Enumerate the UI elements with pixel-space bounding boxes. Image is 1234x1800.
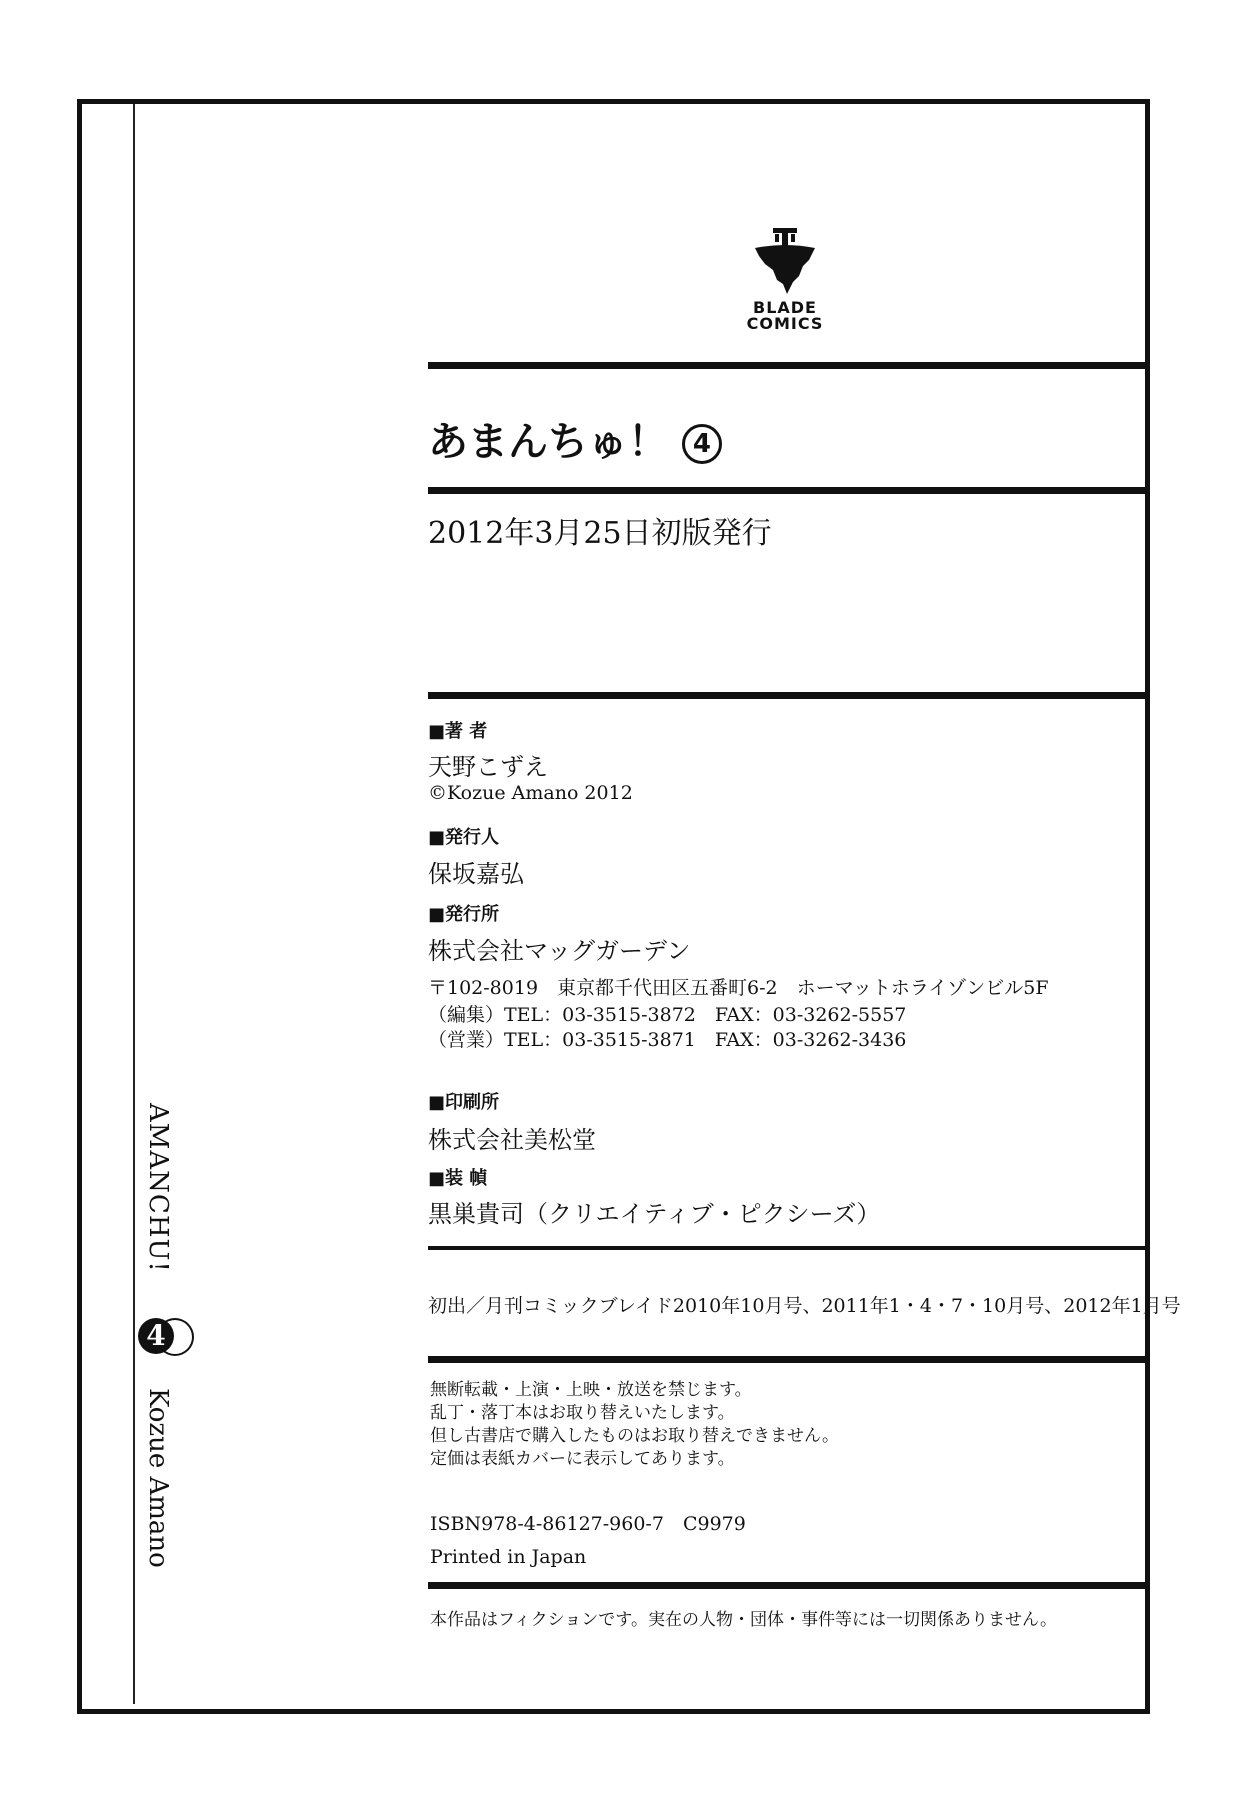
printed-in: Printed in Japan [430,1546,587,1568]
blade-comics-logo [745,226,825,332]
design-name: 黒巣貴司（クリエイティブ・ピクシーズ） [428,1200,881,1228]
divider [428,487,1146,494]
publisher-person-label: ■発行人 [428,827,500,848]
copyright: ©Kozue Amano 2012 [428,782,633,804]
spine-divider [133,104,135,1704]
spine-volume: 4 [138,1318,174,1354]
isbn: ISBN978-4-86127-960-7 C9979 [430,1513,746,1535]
notices [430,1379,839,1471]
publisher-name: 株式会社マッグガーデン [428,937,691,965]
divider [428,1356,1146,1363]
fiction-notice: 本作品はフィクションです。実在の人物・団体・事件等には一切関係ありません。 [430,1610,1057,1630]
title-text: あまんちゅ！ [428,419,668,465]
spine-title: AMANCHU! [143,1103,173,1273]
first-appearance: 初出／月刊コミックブレイド2010年10月号、2011年1・4・7・10月号、2012年1月号 [428,1295,1181,1317]
spine-author: Kozue Amano [143,1388,173,1568]
page-border [77,99,1150,1714]
logo-text-1: BLADE [753,298,817,317]
volume-number: 4 [682,424,722,464]
logo-text-2: COMICS [746,314,824,333]
author-label: ■著 者 [428,721,488,742]
divider [428,1582,1146,1589]
design-label: ■装 幀 [428,1168,488,1189]
printer-label: ■印刷所 [428,1092,500,1113]
divider [428,362,1146,369]
editorial-contact: （編集）TEL：03-3515-3872 FAX：03-3262-5557 [428,1004,907,1026]
notice-line: 但し古書店で購入したものはお取り替えできません。 [430,1426,840,1446]
printer-name: 株式会社美松堂 [428,1126,596,1154]
sales-contact: （営業）TEL：03-3515-3871 FAX：03-3262-3436 [428,1029,907,1051]
book-title [428,410,722,467]
divider [428,692,1146,699]
publisher-label: ■発行所 [428,904,500,925]
author-name: 天野こずえ [428,753,548,781]
notice-line: 無断転載・上演・上映・放送を禁じます。 [430,1380,752,1400]
notice-line: 定価は表紙カバーに表示してあります。 [430,1449,735,1469]
spine-volume-ring [156,1318,194,1356]
notice-line: 乱丁・落丁本はお取り替えいたします。 [430,1403,735,1423]
publisher-person-name: 保坂嘉弘 [428,860,524,888]
first-edition-date: 2012年3月25日初版発行 [428,516,772,551]
publisher-address: 〒102-8019 東京都千代田区五番町6-2 ホーマットホライゾンビル5F [428,977,1049,999]
blade-logo-icon [745,226,825,296]
divider [428,1246,1146,1250]
